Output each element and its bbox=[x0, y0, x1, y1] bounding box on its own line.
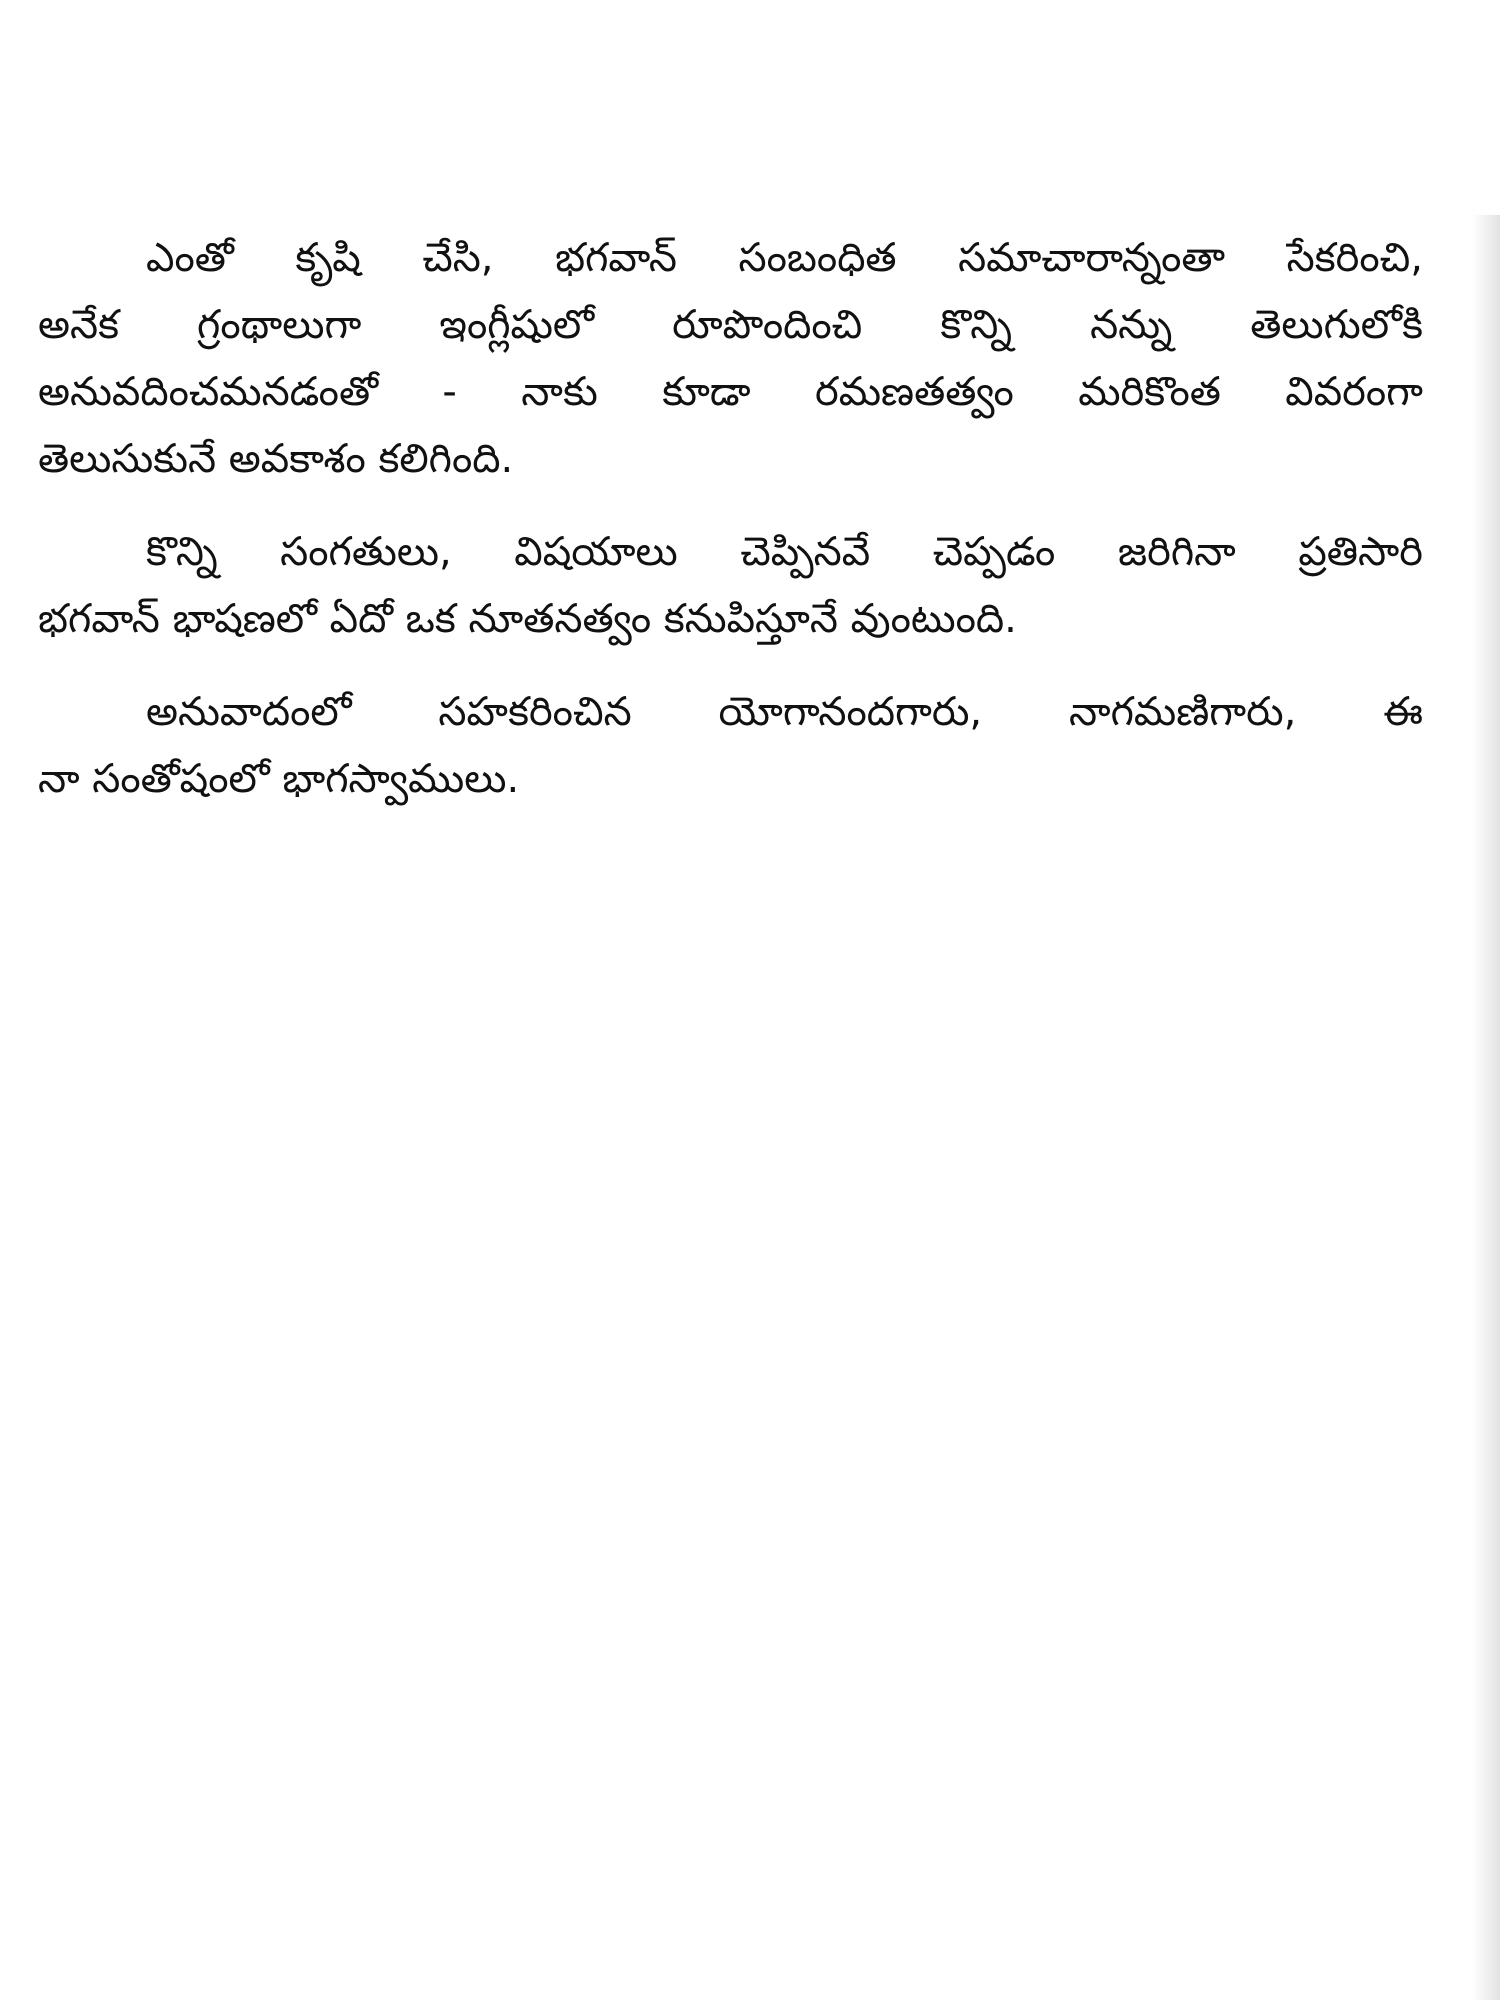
paragraph-line: అనేక గ్రంథాలుగా ఇంగ్లీషులో రూపొందించి కొన్ని నన్ను తెలుగులోకి bbox=[38, 302, 1423, 348]
paragraph-3 bbox=[38, 679, 1423, 813]
paragraph-line: కొన్ని సంగతులు, విషయాలు చెప్పినవే చెప్పడం జరిగినా ప్రతిసారి bbox=[146, 529, 1423, 575]
body-text bbox=[38, 225, 1423, 839]
paragraph-line: ఎంతో కృషి చేసి, భగవాన్ సంబంధిత సమాచారాన్నంతా సేకరించి, bbox=[146, 235, 1423, 281]
paragraph-line: అనువదించమనడంతో - నాకు కూడా రమణతత్వం మరికొంత వివరంగా bbox=[38, 369, 1423, 415]
paragraph-1 bbox=[38, 225, 1423, 493]
paragraph-line: తెలుసుకునే అవకాశం కలిగింది. bbox=[38, 436, 514, 482]
paragraph-2 bbox=[38, 519, 1423, 653]
paragraph-line: అనువాదంలో సహకరించిన యోగానందగారు, నాగమణిగారు, ఈ bbox=[146, 689, 1423, 735]
page-edge-shadow bbox=[1472, 215, 1500, 2000]
paragraph-line: భగవాన్ భాషణలో ఏదో ఒక నూతనత్వం కనుపిస్తూనే వుంటుంది. bbox=[38, 596, 1017, 642]
paragraph-line: నా సంతోషంలో భాగస్వాములు. bbox=[38, 756, 520, 802]
